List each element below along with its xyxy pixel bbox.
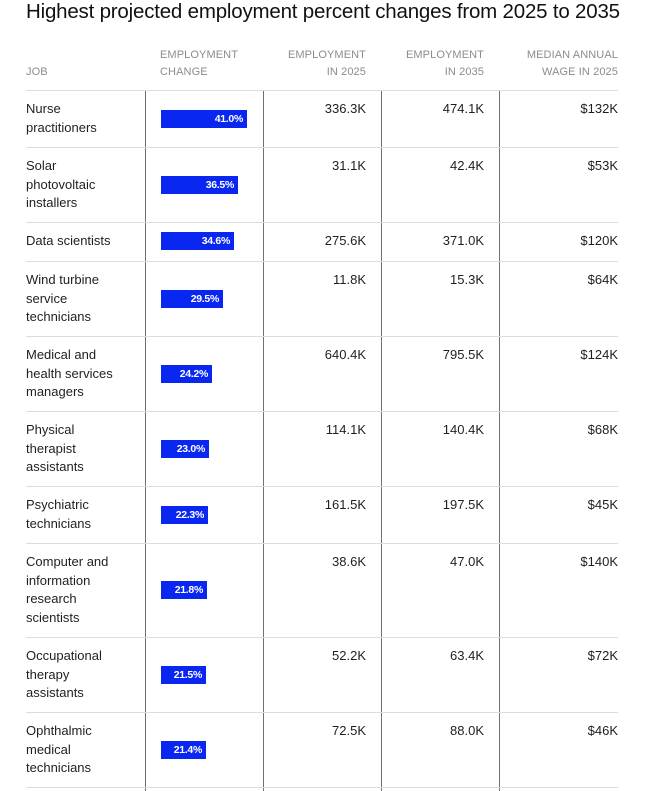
job-name — [26, 100, 136, 137]
job-name-line: assistants — [26, 459, 84, 474]
header-job — [26, 64, 48, 81]
header-employment-2025 — [266, 47, 366, 81]
column-rule — [145, 90, 146, 791]
employment-2035-value: 63.4K — [450, 648, 484, 663]
change-bar: 23.0% — [161, 440, 209, 458]
employment-2035-value: 474.1K — [442, 101, 484, 116]
row-divider — [26, 712, 618, 713]
change-bar: 22.3% — [161, 506, 208, 524]
column-rule — [263, 90, 264, 791]
job-name-line: therapist — [26, 440, 76, 456]
header-wage-line2: WAGE IN 2025 — [542, 66, 618, 78]
job-name — [26, 647, 136, 703]
job-name-line: Data scientists — [26, 233, 111, 248]
row-divider — [26, 147, 618, 148]
median-wage-value: $53K — [587, 158, 618, 173]
employment-2025-value: 114.1K — [325, 422, 366, 437]
change-bar: 21.5% — [161, 666, 206, 684]
median-wage-value: $72K — [587, 648, 618, 663]
job-name-line: Computer and — [26, 554, 109, 569]
median-wage-value: $46K — [587, 723, 618, 738]
job-name-line: Wind turbine — [26, 272, 99, 287]
row-divider — [26, 543, 618, 544]
median-wage-value: $64K — [587, 272, 618, 287]
job-name — [26, 232, 136, 251]
job-name-line: practitioners — [26, 119, 97, 135]
row-divider — [26, 411, 618, 412]
change-bar: 21.8% — [161, 581, 207, 599]
change-bar: 24.2% — [161, 365, 212, 383]
job-name-line: managers — [26, 384, 84, 399]
row-divider — [26, 637, 618, 638]
header-wage-line1: MEDIAN ANNUAL — [526, 49, 618, 61]
median-wage-value: $132K — [580, 101, 618, 116]
employment-2025-value: 161.5K — [324, 497, 366, 512]
job-name-line: technicians — [26, 760, 92, 775]
job-name-line: information — [26, 572, 91, 588]
job-name-line: Physical — [26, 422, 75, 437]
job-name-line: assistants — [26, 685, 84, 700]
job-name-line: Solar — [26, 158, 57, 173]
employment-2035-value: 197.5K — [442, 497, 484, 512]
job-name — [26, 271, 136, 327]
employment-2025-value: 72.5K — [332, 723, 366, 738]
job-name-line: photovoltaic — [26, 176, 96, 192]
job-name — [26, 421, 136, 477]
job-name-line: therapy — [26, 666, 70, 682]
job-name-line: scientists — [26, 609, 80, 625]
job-name-line: technicians — [26, 309, 92, 324]
median-wage-value: $68K — [587, 422, 618, 437]
employment-2025-value: 275.6K — [324, 233, 366, 248]
header-emp2035-line1: EMPLOYMENT — [405, 49, 484, 61]
job-name — [26, 496, 136, 533]
median-wage-value: $124K — [580, 347, 618, 362]
job-name-line: Nurse — [26, 101, 61, 116]
job-name-line: installers — [26, 195, 78, 210]
employment-2035-value: 371.0K — [442, 233, 484, 248]
change-bar: 34.6% — [161, 232, 234, 250]
row-divider — [26, 222, 618, 223]
job-name — [26, 157, 136, 213]
header-emp2025-line1: EMPLOYMENT — [287, 49, 366, 61]
row-divider — [26, 261, 618, 262]
median-wage-value: $120K — [580, 233, 618, 248]
job-name — [26, 553, 136, 627]
employment-2035-value: 42.4K — [450, 158, 484, 173]
change-bar: 41.0% — [161, 110, 247, 128]
row-divider — [26, 787, 618, 788]
job-name-line: Medical and — [26, 347, 97, 362]
job-name-line: medical — [26, 741, 71, 757]
page-title: Highest projected employment percent changes from 2025 to 2035 — [26, 0, 620, 23]
job-name-line: service — [26, 290, 68, 306]
median-wage-value: $45K — [587, 497, 618, 512]
header-change-line1: EMPLOYMENT — [160, 49, 239, 61]
job-name-line: research — [26, 591, 77, 606]
job-name-line: Occupational — [26, 648, 102, 663]
median-wage-value: $140K — [580, 554, 618, 569]
column-rule — [499, 90, 500, 791]
employment-2035-value: 795.5K — [442, 347, 484, 362]
header-emp2025-line2: IN 2025 — [326, 66, 366, 78]
employment-2025-value: 640.4K — [324, 347, 366, 362]
header-employment-2035 — [384, 47, 484, 81]
change-bar: 36.5% — [161, 176, 238, 194]
header-change-line2: CHANGE — [160, 66, 208, 78]
row-divider — [26, 90, 618, 91]
header-emp2035-line2: IN 2035 — [444, 66, 484, 78]
job-name-line: Ophthalmic — [26, 723, 92, 738]
employment-2025-value: 31.1K — [332, 158, 366, 173]
job-name-line: technicians — [26, 515, 92, 531]
change-bar: 21.4% — [161, 741, 206, 759]
employment-2035-value: 15.3K — [450, 272, 484, 287]
employment-2025-value: 11.8K — [332, 272, 366, 287]
job-name — [26, 722, 136, 778]
job-name-line: Psychiatric — [26, 497, 89, 512]
employment-2035-value: 47.0K — [450, 554, 484, 569]
job-name-line: health services — [26, 365, 113, 381]
employment-2035-value: 88.0K — [450, 723, 484, 738]
row-divider — [26, 486, 618, 487]
job-name — [26, 346, 136, 402]
employment-2025-value: 52.2K — [332, 648, 366, 663]
employment-2035-value: 140.4K — [442, 422, 484, 437]
header-median-wage — [498, 47, 618, 81]
employment-2025-value: 38.6K — [332, 554, 366, 569]
employment-2025-value: 336.3K — [324, 101, 366, 116]
column-rule — [381, 90, 382, 791]
row-divider — [26, 336, 618, 337]
header-employment-change — [160, 47, 238, 81]
change-bar: 29.5% — [161, 290, 223, 308]
header-job-label: JOB — [26, 66, 48, 78]
